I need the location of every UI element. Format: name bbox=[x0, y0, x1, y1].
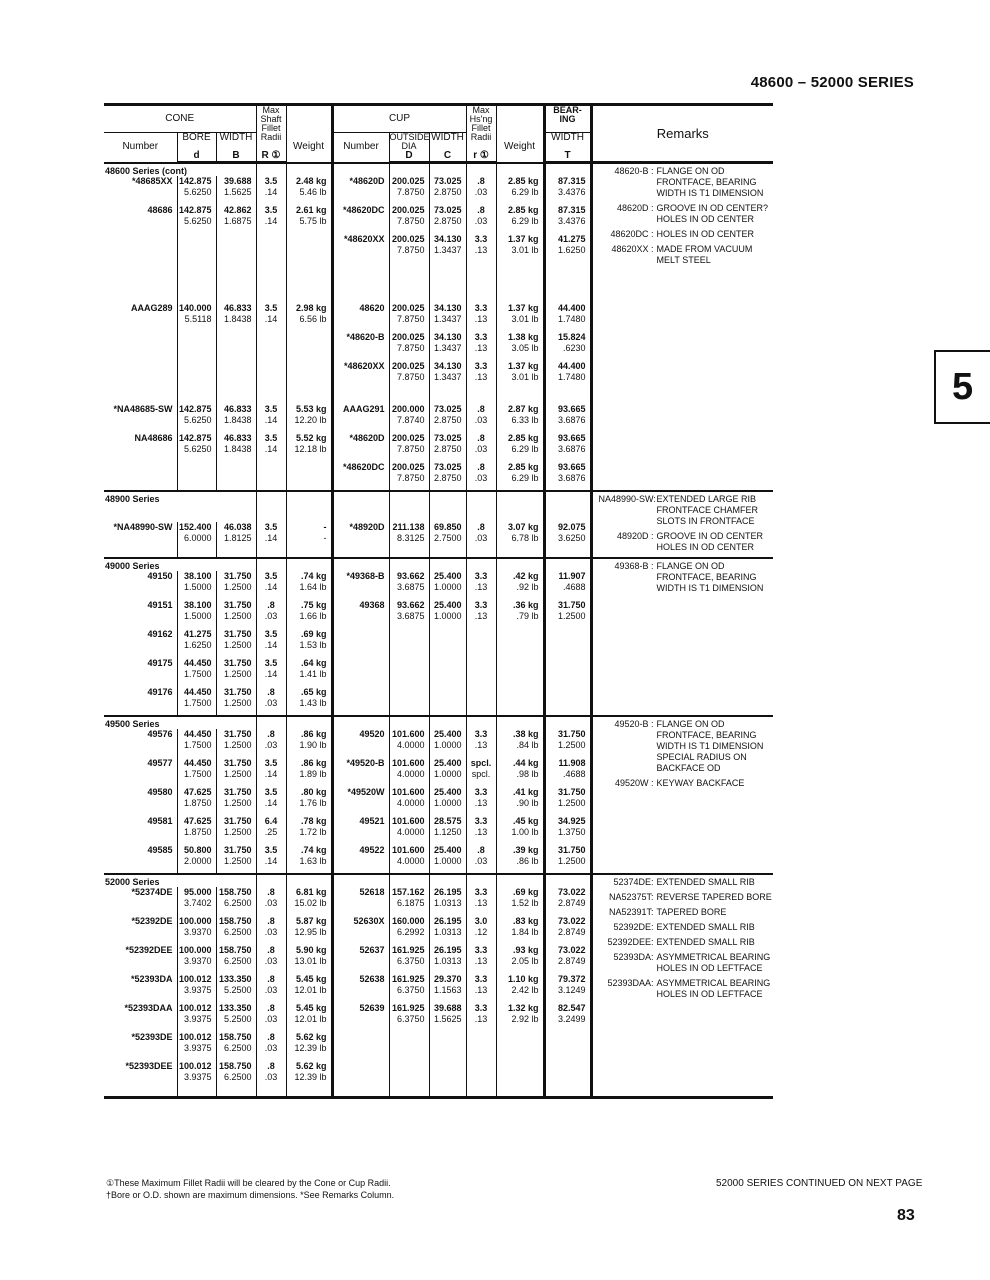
cone-number: 49150 bbox=[147, 571, 173, 581]
cone-number: 49151 bbox=[147, 600, 173, 610]
cup-number: *48620DC bbox=[342, 205, 385, 215]
cone-header: CONE bbox=[104, 105, 256, 133]
cone-number: *52393DAA bbox=[124, 1003, 173, 1013]
remark: 48620DC : HOLES IN OD CENTER bbox=[610, 229, 755, 239]
cup-number: *48620XX bbox=[343, 361, 385, 371]
table-row: *52392DE 100.000 3.9370 158.750 6.2500 .8 .03 5.87 kg 12.95 lb 52630X 160.000 6.2992 26.195 1.0313 3.0 .12 .83 kg 1.84 lb 73.022 2.8749 bbox=[104, 916, 773, 945]
footnote-1: ①These Maximum Fillet Radii will be cleared by the Cone or Cup Radii. bbox=[106, 1178, 391, 1188]
cup-header: CUP bbox=[332, 105, 466, 133]
remark: 52392DEE: EXTENDED SMALL RIB bbox=[607, 937, 755, 947]
table-row: NA48686 142.875 5.6250 46.833 1.8438 3.5 .14 5.52 kg 12.18 lb *48620D 200.025 7.8750 73.025 2.8750 .8 .03 2.85 kg 6.29 lb 93.665 3.6876 bbox=[104, 433, 773, 462]
cone-number: *52393DE bbox=[131, 1032, 173, 1042]
page-title: 48600 – 52000 SERIES bbox=[750, 74, 914, 91]
max-hsng-header: Max Hs'ng Fillet Radii bbox=[466, 105, 496, 152]
cup-number: 52638 bbox=[359, 974, 385, 984]
cone-number: 49176 bbox=[147, 687, 173, 697]
cup-number: 49520 bbox=[359, 729, 385, 739]
cup-number bbox=[332, 687, 389, 716]
remark: 48920D : GROOVE IN OD CENTER HOLES IN OD CENTER bbox=[617, 531, 764, 552]
cup-weight-header: Weight bbox=[496, 133, 544, 163]
table-row: 48686 142.875 5.6250 42.862 1.6875 3.5 .14 2.61 kg 5.75 lb *48620DC 200.025 7.8750 73.025 2.8750 .8 .03 2.85 kg 6.29 lb 87.315 3.4376 bbox=[104, 205, 773, 234]
number-header: Number bbox=[104, 133, 177, 163]
remark: 52392DE: EXTENDED SMALL RIB bbox=[613, 922, 755, 932]
cone-number: 49577 bbox=[147, 758, 173, 768]
remark: 48620XX : MADE FROM VACUUM MELT STEEL bbox=[611, 244, 753, 265]
series-row: 49500 Series 49520-B : FLANGE ON OD FRONTFACE, BEARING WIDTH IS T1 DIMENSION SPECIAL RADIUS ON BACKFACE OD 49520W : KEYWAY BACKFACE bbox=[104, 716, 773, 729]
width-header: WIDTH bbox=[216, 133, 256, 152]
B-header: B bbox=[216, 151, 256, 163]
footnotes bbox=[106, 1177, 394, 1201]
cone-number: 48686 bbox=[147, 205, 173, 215]
remark: 52393DA: ASYMMETRICAL BEARING HOLES IN OD LEFTFACE bbox=[613, 952, 771, 973]
cone-number bbox=[104, 234, 177, 263]
remark: NA52375T: REVERSE TAPERED BORE bbox=[609, 892, 772, 902]
D-header: D bbox=[389, 151, 429, 163]
cup-number: 52630X bbox=[353, 916, 385, 926]
cup-number: 49368 bbox=[359, 600, 385, 610]
table-row: *52392DEE 100.000 3.9370 158.750 6.2500 .8 .03 5.90 kg 13.01 lb 52637 161.925 6.3750 26.195 1.0313 3.3 .13 .93 kg 2.05 lb 73.022 2.8749 bbox=[104, 945, 773, 974]
cone-number: *52393DA bbox=[130, 974, 173, 984]
cup-number: 52639 bbox=[359, 1003, 385, 1013]
cone-number: AAAG289 bbox=[130, 303, 173, 313]
max-shaft-header: Max Shaft Fillet Radii bbox=[256, 105, 286, 152]
cone-number bbox=[104, 361, 177, 390]
cup-number bbox=[332, 658, 389, 687]
cup-number: 52637 bbox=[359, 945, 385, 955]
cone-number: 49576 bbox=[147, 729, 173, 739]
table-row: AAAG289 140.000 5.5118 46.833 1.8438 3.5 .14 2.98 kg 6.56 lb 48620 200.025 7.8750 34.130 1.3437 3.3 .13 1.37 kg 3.01 lb 44.400 1.7480 bbox=[104, 303, 773, 332]
remark: 49368-B : FLANGE ON OD FRONTFACE, BEARING WIDTH IS T1 DIMENSION bbox=[614, 561, 764, 593]
cup-number: AAAG291 bbox=[343, 404, 385, 414]
table-row: 49151 38.100 1.5000 31.750 1.2500 .8 .03 .75 kg 1.66 lb 49368 93.662 3.6875 25.400 1.0000 3.3 .13 .36 kg .79 lb 31.750 1.2500 bbox=[104, 600, 773, 629]
table-row: 49162 41.275 1.6250 31.750 1.2500 3.5 .14 .69 kg 1.53 lb bbox=[104, 629, 773, 658]
cup-number: *48620D bbox=[349, 176, 385, 186]
table-row: 49150 38.100 1.5000 31.750 1.2500 3.5 .14 .74 kg 1.64 lb *49368-B 93.662 3.6875 25.400 1.0000 3.3 .13 .42 kg .92 lb 11.907 .4688 bbox=[104, 571, 773, 600]
table-row: *NA48685-SW 142.875 5.6250 46.833 1.8438 3.5 .14 5.53 kg 12.20 lb AAAG291 200.000 7.8740 73.025 2.8750 .8 .03 2.87 kg 6.33 lb 93.665 3.6876 bbox=[104, 404, 773, 433]
r-header: r ① bbox=[466, 151, 496, 163]
cup-number: 49521 bbox=[359, 816, 385, 826]
cone-number: *52392DEE bbox=[125, 945, 173, 955]
table-row: 49577 44.450 1.7500 31.750 1.2500 3.5 .14 .86 kg 1.89 lb *49520-B 101.600 4.0000 25.400 1.0000 spcl. spcl. .44 kg .98 lb 11.908 .4688 bbox=[104, 758, 773, 787]
bearing-table bbox=[104, 103, 773, 1099]
remark: NA52391T: TAPERED BORE bbox=[609, 907, 727, 917]
cone-number bbox=[104, 332, 177, 361]
remarks-header: Remarks bbox=[591, 105, 773, 163]
cup-number: *48620XX bbox=[343, 234, 385, 244]
cup-number bbox=[332, 629, 389, 658]
cone-number: *52374DE bbox=[131, 887, 173, 897]
cone-number: *52393DEE bbox=[125, 1061, 173, 1071]
series-row: 48900 Series NA48990-SW: EXTENDED LARGE RIB FRONTFACE CHAMFER SLOTS IN FRONTFACE 48920D : GROOVE IN OD CENTER HOLES IN OD CENTER bbox=[104, 491, 773, 522]
R-header: R ① bbox=[256, 151, 286, 163]
table-row: 49176 44.450 1.7500 31.750 1.2500 .8 .03 .65 kg 1.43 lb bbox=[104, 687, 773, 716]
cone-number bbox=[104, 462, 177, 491]
table-row: *48620XX 200.025 7.8750 34.130 1.3437 3.3 .13 1.37 kg 3.01 lb 41.275 1.6250 bbox=[104, 234, 773, 263]
continued-note: 52000 SERIES CONTINUED ON NEXT PAGE bbox=[716, 1178, 923, 1189]
table-row: *48620DC 200.025 7.8750 73.025 2.8750 .8 .03 2.85 kg 6.29 lb 93.665 3.6876 bbox=[104, 462, 773, 491]
cup-number: *48620D bbox=[349, 433, 385, 443]
remark: 49520W : KEYWAY BACKFACE bbox=[615, 778, 745, 788]
table-row: 49580 47.625 1.8750 31.750 1.2500 3.5 .14 .80 kg 1.76 lb *49520W 101.600 4.0000 25.400 1.0000 3.3 .13 .41 kg .90 lb 31.750 1.2500 bbox=[104, 787, 773, 816]
cup-number: *48620-B bbox=[346, 332, 385, 342]
T-header: T bbox=[544, 151, 591, 163]
cup-number: *49520-B bbox=[346, 758, 385, 768]
cone-number: *NA48990-SW bbox=[113, 522, 173, 532]
cup-number-header: Number bbox=[332, 133, 389, 163]
remark: 48620D : GROOVE IN OD CENTER? HOLES IN OD CENTER bbox=[617, 203, 769, 224]
cup-number: 52618 bbox=[359, 887, 385, 897]
bore-header: BORE bbox=[177, 133, 216, 152]
series-row: 52000 Series 52374DE: EXTENDED SMALL RIB NA52375T: REVERSE TAPERED BORE NA52391T: TAPERED BORE 52392DE: EXTENDED SMALL RIB 52392DEE: EXTENDED SMALL RIB 52393DA: ASYMMETRICAL BEARING HOLES IN OD LEFTFACE 52393DAA: ASYMMETRICAL BEARING HOLES IN OD LEFTFACE bbox=[104, 874, 773, 887]
table-row: 49175 44.450 1.7500 31.750 1.2500 3.5 .14 .64 kg 1.41 lb bbox=[104, 658, 773, 687]
table-row: 49576 44.450 1.7500 31.750 1.2500 .8 .03 .86 kg 1.90 lb 49520 101.600 4.0000 25.400 1.0000 3.3 .13 .38 kg .84 lb 31.750 1.2500 bbox=[104, 729, 773, 758]
table-row: *52374DE 95.000 3.7402 158.750 6.2500 .8 .03 6.81 kg 15.02 lb 52618 157.162 6.1875 26.195 1.0313 3.3 .13 .69 kg 1.52 lb 73.022 2.8749 bbox=[104, 887, 773, 916]
table-row: *52393DEE 100.012 3.9375 158.750 6.2500 .8 .03 5.62 kg 12.39 lb bbox=[104, 1061, 773, 1090]
cup-number: *49520W bbox=[347, 787, 385, 797]
bearing-header: BEAR- ING bbox=[544, 105, 591, 133]
cup-width-header: WIDTH bbox=[429, 133, 466, 152]
table-row: *52393DAA 100.012 3.9375 133.350 5.2500 .8 .03 5.45 kg 12.01 lb 52639 161.925 6.3750 39.688 1.5625 3.3 .13 1.32 kg 2.92 lb 82.547 3.2499 bbox=[104, 1003, 773, 1032]
footnote-2: †Bore or O.D. shown are maximum dimensions. *See Remarks Column. bbox=[106, 1190, 395, 1200]
cone-number: 49580 bbox=[147, 787, 173, 797]
table-row: *48620-B 200.025 7.8750 34.130 1.3437 3.3 .13 1.38 kg 3.05 lb 15.824 .6230 bbox=[104, 332, 773, 361]
outside-header: OUTSIDE DIA bbox=[389, 132, 430, 151]
cup-number: 49522 bbox=[359, 845, 385, 855]
remark: NA48990-SW: EXTENDED LARGE RIB FRONTFACE CHAMFER SLOTS IN FRONTFACE bbox=[598, 494, 759, 526]
table-row: *NA48990-SW 152.400 6.0000 46.038 1.8125 3.5 .14 - - *48920D 211.138 8.3125 69.850 2.7500 .8 .03 3.07 kg 6.78 lb 92.075 3.6250 bbox=[104, 522, 773, 551]
table-row: *52393DA 100.012 3.9375 133.350 5.2500 .8 .03 5.45 kg 12.01 lb 52638 161.925 6.3750 29.370 1.1563 3.3 .13 1.10 kg 2.42 lb 79.372 3.1249 bbox=[104, 974, 773, 1003]
remark: 49520-B : FLANGE ON OD FRONTFACE, BEARING WIDTH IS T1 DIMENSION SPECIAL RADIUS ON BACKFACE OD bbox=[614, 719, 764, 773]
cone-number: *48685XX bbox=[131, 176, 173, 186]
remark: 52393DAA: ASYMMETRICAL BEARING HOLES IN OD LEFTFACE bbox=[607, 978, 771, 999]
bearing-width-header: WIDTH bbox=[544, 133, 591, 152]
cup-number: *48920D bbox=[349, 522, 385, 532]
cone-number: 49585 bbox=[147, 845, 173, 855]
cone-number: NA48686 bbox=[134, 433, 173, 443]
series-row: 48600 Series (cont) 48620-B : FLANGE ON OD FRONTFACE, BEARING WIDTH IS T1 DIMENSION 48620D : GROOVE IN OD CENTER? HOLES IN OD CENTER 48620DC : HOLES IN OD CENTER 48620XX : MADE FROM VACUUM MELT STEEL bbox=[104, 163, 773, 177]
table-row: *52393DE 100.012 3.9375 158.750 6.2500 .8 .03 5.62 kg 12.39 lb bbox=[104, 1032, 773, 1061]
remark: 48620-B : FLANGE ON OD FRONTFACE, BEARING WIDTH IS T1 DIMENSION bbox=[614, 166, 764, 198]
weight-header: Weight bbox=[286, 133, 332, 163]
cone-number: 49175 bbox=[147, 658, 173, 668]
table-row: 49581 47.625 1.8750 31.750 1.2500 6.4 .25 .78 kg 1.72 lb 49521 101.600 4.0000 28.575 1.1250 3.3 .13 .45 kg 1.00 lb 34.925 1.3750 bbox=[104, 816, 773, 845]
d-header: d bbox=[177, 151, 216, 163]
cone-number: *NA48685-SW bbox=[113, 404, 173, 414]
cup-number: 48620 bbox=[359, 303, 385, 313]
cone-number: 49581 bbox=[147, 816, 173, 826]
cup-number: *49368-B bbox=[346, 571, 385, 581]
cup-number: *48620DC bbox=[342, 462, 385, 472]
table-row: 49585 50.800 2.0000 31.750 1.2500 3.5 .14 .74 kg 1.63 lb 49522 101.600 4.0000 25.400 1.0000 .8 .03 .39 kg .86 lb 31.750 1.2500 bbox=[104, 845, 773, 874]
cone-number: 49162 bbox=[147, 629, 173, 639]
section-tab: 5 bbox=[934, 350, 990, 424]
C-header: C bbox=[429, 151, 466, 163]
page-number: 83 bbox=[897, 1207, 915, 1224]
table-row: *48685XX 142.875 5.6250 39.688 1.5625 3.5 .14 2.48 kg 5.46 lb *48620D 200.025 7.8750 73.025 2.8750 .8 .03 2.85 kg 6.29 lb 87.315 3.4376 bbox=[104, 176, 773, 205]
cup-number bbox=[332, 1061, 389, 1090]
remark: 52374DE: EXTENDED SMALL RIB bbox=[613, 877, 755, 887]
cone-number: *52392DE bbox=[131, 916, 173, 926]
table-row: *48620XX 200.025 7.8750 34.130 1.3437 3.3 .13 1.37 kg 3.01 lb 44.400 1.7480 bbox=[104, 361, 773, 390]
cup-number bbox=[332, 1032, 389, 1061]
series-row: 49000 Series 49368-B : FLANGE ON OD FRONTFACE, BEARING WIDTH IS T1 DIMENSION bbox=[104, 558, 773, 571]
